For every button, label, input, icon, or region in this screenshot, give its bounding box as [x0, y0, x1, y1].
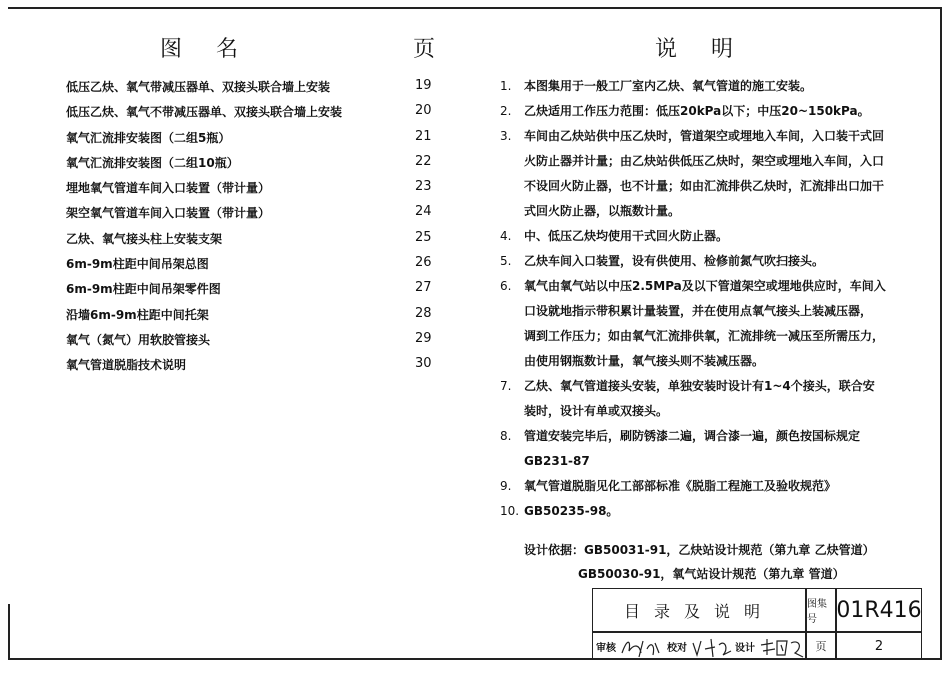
toc-page-number: 23	[415, 179, 432, 195]
note-line: 氧气由氧气站以中压2.5MPa及以下管道架空或埋地供应时，车间入	[524, 279, 886, 293]
note-number: 5.	[500, 254, 512, 268]
review-label: 审核	[596, 642, 616, 654]
design-basis-line-1: 设计依据：GB50031-91，乙炔站设计规范（第九章 乙炔管道）	[524, 543, 875, 557]
toc-page-number: 26	[415, 255, 432, 271]
design-basis-line-2: GB50030-91，氧气站设计规范（第九章 管道）	[578, 567, 845, 581]
note-line: 口设就地指示带积累计量装置，并在使用点氧气接头上装减压器，	[524, 304, 873, 318]
toc-row	[66, 152, 446, 177]
toc-title: 氧气汇流排安装图（二组10瓶）	[66, 155, 239, 170]
toc-row	[66, 253, 446, 278]
header-page: 页	[413, 37, 436, 62]
toc-title: 氧气管道脱脂技术说明	[66, 358, 187, 373]
note-number: 6.	[500, 279, 512, 293]
check-cell	[667, 633, 687, 659]
toc-page-number: 30	[415, 356, 432, 372]
toc-title: 低压乙炔、氧气带减压器单、双接头联合墙上安装	[66, 80, 331, 94]
note-line: 乙炔、氧气管道接头安装，单独安装时设计有1~4个接头，联合安	[524, 379, 875, 393]
header-drawing-name: 图名	[160, 37, 273, 62]
design-cell	[735, 633, 755, 659]
toc-row	[66, 202, 446, 227]
toc-row	[66, 127, 446, 152]
note-item	[500, 274, 886, 374]
note-number: 9.	[500, 479, 512, 493]
toc-title: 氧气（氮气）用软胶管接头	[66, 332, 211, 347]
check-label: 校对	[667, 642, 687, 654]
review-cell	[596, 633, 616, 659]
toc-row	[66, 228, 446, 253]
note-item	[500, 224, 860, 249]
toc-row	[66, 278, 446, 303]
note-item	[500, 124, 885, 224]
review-signature	[619, 635, 661, 659]
toc-row	[66, 76, 446, 101]
toc-title: 6m-9m柱距中间吊架总图	[66, 257, 209, 272]
note-number: 3.	[500, 129, 512, 143]
note-number: 4.	[500, 229, 512, 243]
title-block-title: 目录及说明	[592, 588, 806, 632]
toc-title: 架空氧气管道车间入口装置（带计量）	[66, 206, 271, 221]
note-line: 装时，设计有单或双接头。	[524, 404, 669, 418]
toc-page-number: 19	[415, 78, 432, 93]
note-number: 1.	[500, 79, 512, 93]
note-number: 8.	[500, 429, 512, 443]
note-line: 由使用钢瓶数计量，氧气接头则不装减压器。	[524, 354, 765, 368]
note-line: GB231-87	[524, 454, 590, 468]
note-line: 中、低压乙炔均使用干式回火防止器。	[524, 229, 729, 243]
note-line: GB50235-98。	[524, 504, 619, 518]
note-line: 乙炔适用工作压力范围：低压20kPa以下；中压20~150kPa。	[524, 104, 870, 118]
page-number: 2	[836, 632, 922, 660]
toc-title: 埋地氧气管道车间入口装置（带计量）	[66, 181, 271, 196]
note-number: 7.	[500, 379, 512, 393]
header-notes: 说明	[655, 37, 768, 62]
toc-page-number: 24	[415, 204, 432, 220]
note-line: 调到工作压力；如由氧气汇流排供氧，汇流排统一减压至所需压力，	[524, 329, 885, 343]
toc-row	[66, 354, 446, 379]
toc-page-number: 21	[415, 128, 432, 144]
note-item	[500, 499, 860, 524]
toc-page-number: 20	[415, 103, 432, 119]
title-block	[592, 588, 922, 660]
note-number: 2.	[500, 104, 512, 118]
note-item	[500, 99, 870, 124]
note-line: 火防止器并计量；由乙炔站供低压乙炔时，架空或埋地入车间，入口	[524, 154, 885, 168]
design-basis	[524, 538, 875, 586]
toc-row	[66, 304, 446, 329]
note-line: 氧气管道脱脂见化工部部标准《脱脂工程施工及验收规范》	[524, 479, 837, 493]
design-label: 设计	[735, 642, 755, 654]
note-item	[500, 474, 860, 499]
design-signature	[759, 635, 805, 659]
toc-title: 乙炔、氧气接头柱上安装支架	[66, 231, 223, 246]
frame-border-top	[8, 7, 942, 9]
toc-title: 6m-9m柱距中间吊架零件图	[66, 282, 221, 297]
note-line: 不设回火防止器，也不计量；如由汇流排供乙炔时，汇流排出口加干	[524, 179, 885, 193]
page-label: 页	[806, 632, 836, 660]
atlas-number-label: 图集号	[806, 588, 836, 632]
toc-row	[66, 329, 446, 354]
note-item	[500, 424, 860, 474]
note-line: 式回火防止器，以瓶数计量。	[524, 204, 681, 218]
frame-border-right	[940, 7, 942, 660]
toc-page-number: 22	[415, 153, 432, 169]
signature-row	[592, 632, 806, 660]
toc-page-number: 25	[415, 229, 432, 245]
check-signature	[689, 635, 733, 659]
notes-list	[500, 74, 886, 524]
toc-row	[66, 101, 446, 126]
toc-title: 低压乙炔、氧气不带减压器单、双接头联合墙上安装	[66, 105, 343, 120]
note-line: 管道安装完毕后，刷防锈漆二遍，调合漆一遍，颜色按国标规定	[524, 429, 861, 443]
note-item	[500, 74, 860, 99]
note-item	[500, 249, 860, 274]
note-number: 10.	[500, 504, 520, 518]
toc-row	[66, 177, 446, 202]
toc-title: 氧气汇流排安装图（二组5瓶）	[66, 130, 231, 145]
frame-border-left	[8, 604, 10, 660]
note-line: 乙炔车间入口装置，设有供使用、检修前氮气吹扫接头。	[524, 254, 825, 268]
toc-page-number: 28	[415, 305, 432, 321]
note-line: 车间由乙炔站供中压乙炔时，管道架空或埋地入车间，入口装干式回	[524, 129, 885, 143]
note-line: 本图集用于一般工厂室内乙炔、氧气管道的施工安装。	[524, 79, 813, 93]
toc-page-number: 27	[415, 280, 432, 296]
table-of-contents	[66, 76, 446, 380]
atlas-number: 01R416	[836, 588, 922, 632]
toc-title: 沿墙6m-9m柱距中间托架	[66, 307, 209, 322]
note-item	[500, 374, 875, 424]
toc-page-number: 29	[415, 330, 432, 346]
